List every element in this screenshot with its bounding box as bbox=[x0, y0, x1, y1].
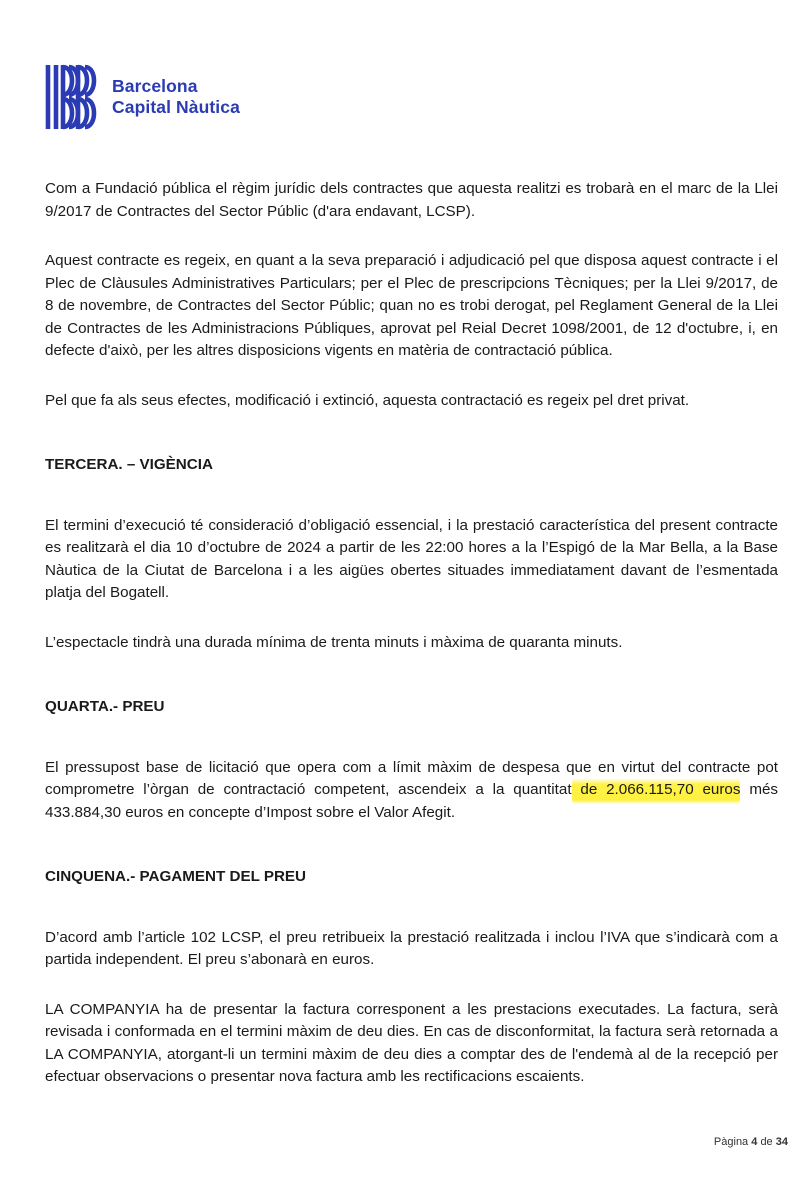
paragraph-governing-rules: Aquest contracte es regeix, en quant a la seva preparació i adjudicació pel que disposa aquest contracte i el Plec de Clàusules Administratives Particulars; per el Plec de prescripcions Tècniques; per la Llei 9/2017, de 8 de novembre, de Contractes del Sector Públic; quan no es trobi derogat, pel Reglament General de la Llei de Contractes de les Administracions Públiques, aprovat pel Reial Decret 1098/2001, de 12 d'octubre, i, en defecte d'això, per les altres disposicions vigents en matèria de contractació pública. bbox=[45, 252, 778, 359]
logo bbox=[45, 63, 240, 131]
logo-wordmark bbox=[112, 76, 240, 118]
highlighted-amount: de 2.066.115,70 euros bbox=[572, 778, 741, 804]
paragraph-show-duration: L’espectacle tindrà una durada mínima de trenta minuts i màxima de quaranta minuts. bbox=[45, 633, 623, 651]
paragraph-legal-regime: Com a Fundació pública el règim jurídic dels contractes que aquesta realitzi es trobarà en el marc de la Llei 9/2017 de Contractes del Sector Públic (d'ara endavant, LCSP). bbox=[45, 180, 778, 220]
paragraph-price bbox=[45, 757, 778, 825]
of-word: de bbox=[760, 1136, 773, 1148]
page-word: Pàgina bbox=[713, 1136, 749, 1148]
total-pages: 34 bbox=[775, 1136, 788, 1148]
price-text-before: El pressupost base de licitació que opera com a límit màxim de despesa que en virtut del contracte pot comprometre l’òrgan de contractació competent, ascendeix a la quantitat bbox=[45, 758, 778, 798]
section-heading-tercera: TERCERA. – VIGÈNCIA bbox=[45, 456, 213, 473]
page-number bbox=[714, 1136, 788, 1148]
paragraph-payment: D’acord amb l’article 102 LCSP, el preu retribueix la prestació realitzada i inclou l’IVA que s’indicarà com a partida independent. El preu s’abonarà en euros. bbox=[45, 928, 778, 968]
logo-line-2: Capital Nàutica bbox=[112, 97, 240, 117]
current-page: 4 bbox=[751, 1136, 758, 1148]
paragraph-execution-term: El termini d’execució té consideració d’obligació essencial, i la prestació característica del present contracte es realitzarà el dia 10 d’octubre de 2024 a partir de les 22:00 hores a la l’Espigó de la Mar Bella, a la Base Nàutica de la Ciutat de Barcelona i a les aigües obertes situades immediatament davant de l’esmentada platja del Bogatell. bbox=[45, 516, 778, 601]
price-text-after: més 433.884,30 euros en concepte d’Impost sobre el Valor Afegit. bbox=[45, 781, 779, 821]
paragraph-effects: Pel que fa als seus efectes, modificació i extinció, aquesta contractació es regeix pel dret privat. bbox=[45, 391, 690, 409]
paragraph-invoice: LA COMPANYIA ha de presentar la factura corresponent a les prestacions executades. La factura, serà revisada i conformada en el termini màxim de deu dies. En cas de disconformitat, la factura serà retornada a LA COMPANYIA, atorgant-li un termini màxim de deu dies a comptar des de l'endemà al de la recepció per efectuar observacions o presentar nova factura amb les rectificacions escaients. bbox=[45, 1000, 778, 1085]
document-body bbox=[45, 178, 778, 1089]
logo-line-1: Barcelona bbox=[112, 76, 198, 96]
barcelona-logo-icon bbox=[45, 63, 105, 131]
section-heading-quarta: QUARTA.- PREU bbox=[45, 698, 165, 715]
section-heading-cinquena: CINQUENA.- PAGAMENT DEL PREU bbox=[45, 868, 307, 885]
